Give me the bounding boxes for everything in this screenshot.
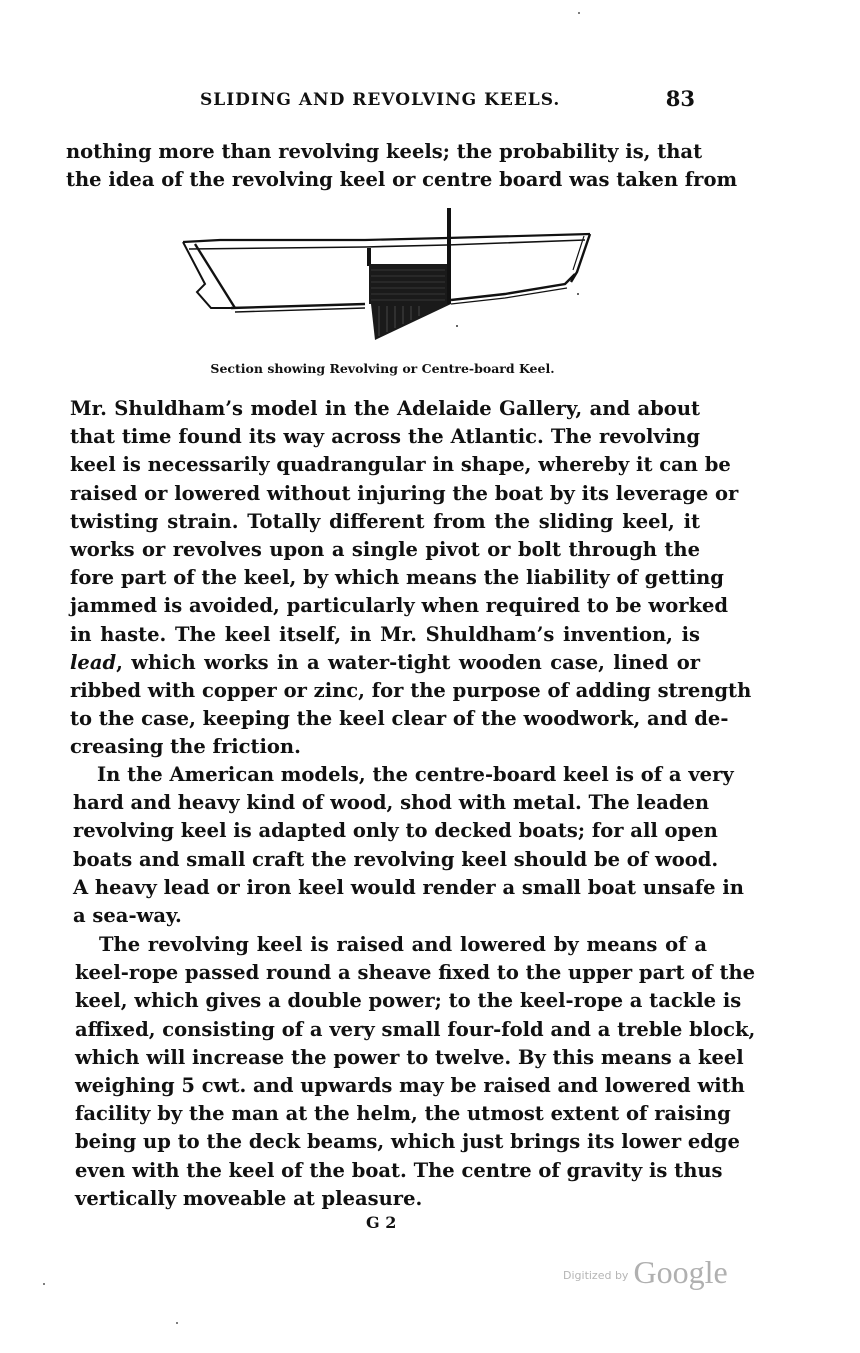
paragraph-2: [73, 761, 744, 930]
text-line: affixed, consisting of a very small four-fold and a treble block,: [75, 1017, 756, 1041]
page-header: [200, 86, 695, 116]
text-line: nothing more than revolving keels; the probability is, that: [66, 140, 703, 163]
italic-word: lead: [70, 650, 117, 674]
text-line: keel-rope passed round a sheave fixed to the upper part of the: [75, 961, 756, 985]
paragraph-1: [70, 395, 752, 761]
text-line: revolving keel is adapted only to decked boats; for all open: [73, 819, 718, 843]
running-title: SLIDING AND REVOLVING KEELS.: [200, 90, 561, 110]
text-line: jammed is avoided, particularly when required to be worked: [70, 594, 729, 618]
text-line: The revolving keel is raised and lowered by means of a: [99, 933, 707, 956]
figure-caption: Section showing Revolving or Centre-board Keel.: [210, 361, 555, 376]
text-fragment: , which works in a water-tight wooden case, lined or: [116, 650, 700, 674]
paragraph-3: [75, 931, 756, 1213]
text-line: in haste. The keel itself, in Mr. Shuldham’s invention, is: [70, 622, 700, 646]
text-line: hard and heavy kind of wood, shod with metal. The leaden: [73, 791, 710, 815]
watermark-prefix: Digitized by: [563, 1269, 629, 1282]
text-line: fore part of the keel, by which means the liability of getting: [70, 566, 724, 590]
text-line: even with the keel of the boat. The centre of gravity is thus: [75, 1158, 723, 1182]
text-line: works or revolves upon a single pivot or bolt through the: [70, 537, 700, 561]
intro-text: [66, 138, 738, 194]
watermark-brand: Google: [633, 1254, 728, 1290]
page-number: 83: [665, 86, 695, 111]
text-line: Mr. Shuldham’s model in the Adelaide Gallery, and about: [70, 397, 700, 420]
text-line: facility by the man at the helm, the utmost extent of raising: [75, 1102, 731, 1126]
scan-speck: [43, 1283, 45, 1285]
text-line: A heavy lead or iron keel would render a small boat unsafe in: [73, 875, 744, 899]
boat-section-illustration-icon: [175, 204, 595, 344]
boat-section-figure: [175, 204, 595, 344]
text-line: a sea-way.: [73, 903, 182, 927]
text-line: being up to the deck beams, which just brings its lower edge: [75, 1130, 740, 1154]
google-watermark: [563, 1254, 728, 1291]
text-line: creasing the friction.: [70, 735, 301, 759]
scan-speck: [578, 12, 580, 14]
text-line: the idea of the revolving keel or centre board was taken from: [66, 168, 738, 192]
text-line: which will increase the power to twelve. By this means a keel: [75, 1045, 744, 1069]
text-line: keel, which gives a double power; to the keel-rope a tackle is: [75, 989, 742, 1013]
text-line: boats and small craft the revolving keel should be of wood.: [73, 847, 719, 871]
text-line: raised or lowered without injuring the boat by its leverage or: [70, 481, 739, 505]
text-line: ribbed with copper or zinc, for the purpose of adding strength: [70, 678, 752, 702]
text-line: to the case, keeping the keel clear of the woodwork, and de-: [70, 707, 729, 731]
text-line: vertically moveable at pleasure.: [75, 1186, 423, 1210]
text-line: twisting strain. Totally different from the sliding keel, it: [70, 509, 700, 533]
text-line: [70, 649, 700, 677]
text-line: that time found its way across the Atlantic. The revolving: [70, 425, 700, 449]
text-line: keel is necessarily quadrangular in shape, whereby it can be: [70, 453, 731, 477]
signature-mark: G 2: [366, 1213, 397, 1232]
scan-speck: [176, 1322, 178, 1324]
text-line: weighing 5 cwt. and upwards may be raised and lowered with: [75, 1073, 745, 1097]
text-line: In the American models, the centre-board keel is of a very: [97, 763, 734, 786]
